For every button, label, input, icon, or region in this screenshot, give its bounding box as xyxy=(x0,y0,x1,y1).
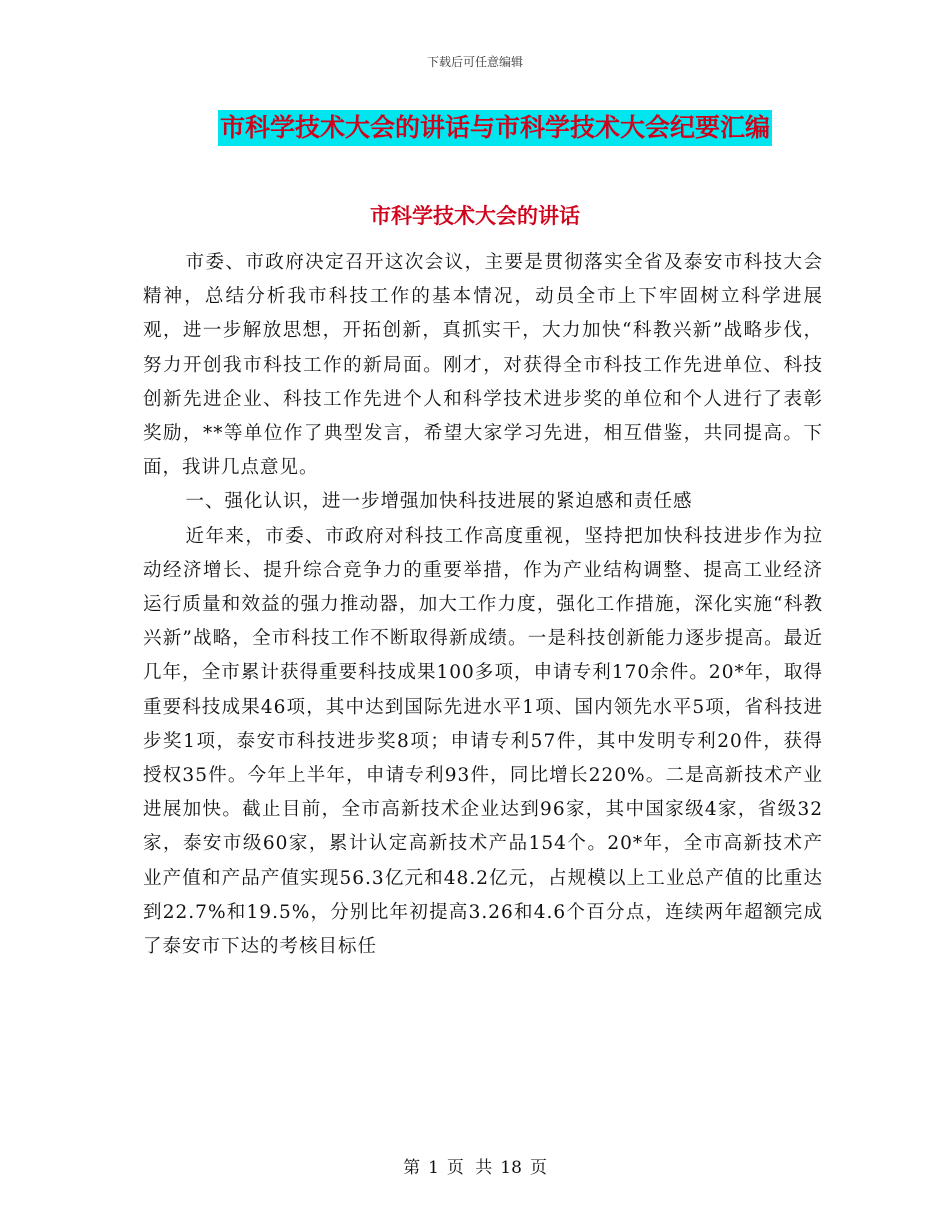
doc-title-wrap xyxy=(0,110,950,146)
document-title: 市科学技术大会的讲话与市科学技术大会纪要汇编 xyxy=(218,110,772,146)
footer-page-number: 1 xyxy=(428,1158,439,1178)
footer-suffix: 页 xyxy=(529,1158,547,1178)
footer-middle: 页 共 xyxy=(446,1158,493,1178)
section-title: 市科学技术大会的讲话 xyxy=(370,204,580,228)
header-note: 下载后可任意编辑 xyxy=(426,55,523,69)
body-text xyxy=(143,246,823,964)
paragraph-achievements: 近年来，市委、市政府对科技工作高度重视，坚持把加快科技进步作为拉动经济增长、提升综合竞争力的重要举措，作为产业结构调整、提高工业经济运行质量和效益的强力推动器，加大工作力度，强化工作措施，深化实施“科教兴新”战略，全市科技工作不断取得新成绩。一是科技创新能力逐步提高。最近几年，全市累计获得重要科技成果100多项，申请专利170余件。20*年，取得重要科技成果46项，其中达到国际先进水平1项、国内领先水平5项，省科技进步奖1项，泰安市科技进步奖8项；申请专利57件，其中发明专利20件，获得授权35件。今年上半年，申请专利93件，同比增长220%。二是高新技术产业进展加快。截止目前，全市高新技术企业达到96家，其中国家级4家，省级32家，泰安市级60家，累计认定高新技术产品154个。20*年，全市高新技术产业产值和产品产值实现56.3亿元和48.2亿元，占规模以上工业总产值的比重达到22.7%和19.5%，分别比年初提高3.26和4.6个百分点，连续两年超额完成了泰安市下达的考核目标任 xyxy=(143,525,823,958)
paragraph-heading-1: 一、强化认识，进一步增强加快科技进展的紧迫感和责任感 xyxy=(185,491,693,513)
page-footer xyxy=(0,1153,950,1178)
paragraph-intro: 市委、市政府决定召开这次会议，主要是贯彻落实全省及泰安市科技大会精神，总结分析我市科技工作的基本情况，动员全市上下牢固树立科学进展观，进一步解放思想，开拓创新，真抓实干，大力加快“科教兴新”战略步伐，努力开创我市科技工作的新局面。刚才，对获得全市科技工作先进单位、科技创新先进企业、科技工作先进个人和科学技术进步奖的单位和个人进行了表彰奖励，**等单位作了典型发言，希望大家学习先进，相互借鉴，共同提高。下面，我讲几点意见。 xyxy=(143,252,823,479)
footer-prefix: 第 xyxy=(403,1158,421,1178)
footer-total-pages: 18 xyxy=(500,1158,522,1178)
